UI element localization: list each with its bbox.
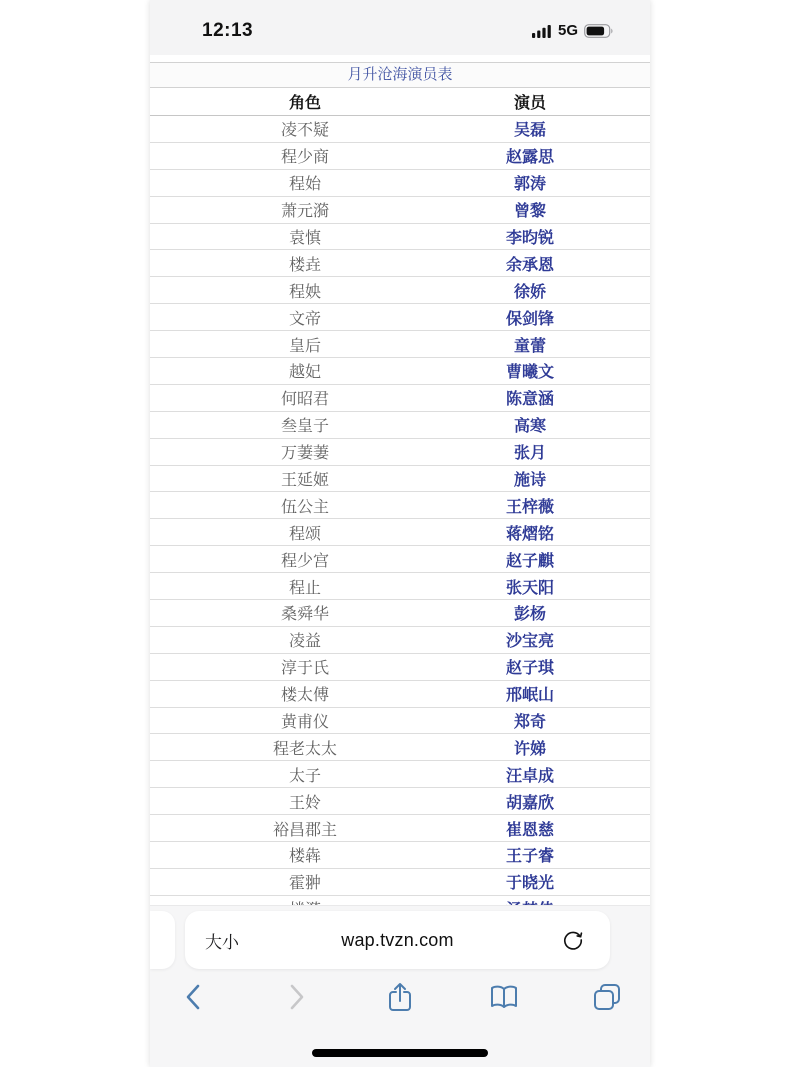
table-row — [150, 600, 650, 627]
status-bar — [150, 0, 650, 55]
clock: 12:13 — [202, 19, 254, 41]
role-column-header: 角色 — [288, 95, 321, 112]
adjacent-tab-fragment[interactable] — [150, 911, 175, 969]
actor-link[interactable]: 吴磊 — [513, 122, 546, 140]
table-row — [150, 143, 650, 170]
actor-link[interactable]: 赵子麒 — [505, 552, 554, 570]
table-row — [150, 224, 650, 251]
actor-link[interactable]: 张月 — [513, 445, 546, 463]
table-row — [150, 170, 650, 197]
actor-link[interactable]: 王梓薇 — [505, 498, 554, 516]
table-row — [150, 250, 650, 277]
role-cell: 霍翀 — [288, 875, 321, 893]
role-cell: 程颂 — [288, 525, 321, 543]
table-row — [150, 439, 650, 466]
actor-link[interactable]: 许娣 — [513, 740, 546, 758]
role-cell: 淳于氏 — [280, 660, 329, 678]
reload-icon[interactable] — [556, 923, 590, 957]
browser-bottom-bar — [150, 905, 650, 1067]
actor-link[interactable]: 郑奇 — [513, 714, 546, 732]
actor-link[interactable]: 于晓光 — [505, 875, 554, 893]
actor-link[interactable]: 童蕾 — [513, 337, 546, 355]
role-cell: 何昭君 — [280, 391, 329, 409]
actor-link[interactable]: 蒋熠铭 — [505, 525, 554, 543]
battery-icon — [584, 24, 614, 38]
role-cell: 楼垚 — [288, 256, 321, 274]
actor-link[interactable]: 王子睿 — [505, 848, 554, 866]
table-row — [150, 519, 650, 546]
role-cell: 桑舜华 — [280, 606, 329, 624]
role-cell: 万萋萋 — [280, 445, 329, 463]
table-row — [150, 734, 650, 761]
browser-toolbar — [150, 979, 650, 1015]
table-row — [150, 869, 650, 896]
role-cell: 王延姬 — [280, 472, 329, 490]
actor-link[interactable]: 沙宝亮 — [505, 633, 554, 651]
actor-column-header: 演员 — [513, 95, 546, 112]
signal-strength-icon — [532, 24, 552, 38]
actor-link[interactable]: 徐娇 — [513, 283, 546, 301]
role-cell: 王姈 — [288, 794, 321, 812]
table-row — [150, 412, 650, 439]
table-row — [150, 708, 650, 735]
role-cell: 叁皇子 — [280, 418, 329, 436]
actor-link[interactable]: 余承恩 — [505, 256, 554, 274]
table-row — [150, 815, 650, 842]
table-row — [150, 331, 650, 358]
table-row — [150, 466, 650, 493]
role-cell: 凌益 — [288, 633, 321, 651]
actor-link[interactable]: 彭杨 — [513, 606, 546, 624]
bookmarks-icon[interactable] — [487, 980, 521, 1014]
actor-link[interactable]: 张天阳 — [505, 579, 554, 597]
role-cell: 文帝 — [288, 310, 321, 328]
role-cell: 程姎 — [288, 283, 321, 301]
role-cell: 凌不疑 — [280, 122, 329, 140]
actor-link[interactable]: 曹曦文 — [505, 364, 554, 382]
table-row — [150, 654, 650, 681]
actor-link[interactable]: 施诗 — [513, 472, 546, 490]
tabs-icon[interactable] — [590, 980, 624, 1014]
table-row — [150, 358, 650, 385]
table-row — [150, 304, 650, 331]
network-type-label: 5G — [557, 22, 578, 39]
table-header-row — [150, 88, 650, 116]
status-icons — [532, 22, 614, 39]
actor-link[interactable]: 赵子琪 — [505, 660, 554, 678]
share-icon[interactable] — [383, 980, 417, 1014]
table-row — [150, 788, 650, 815]
role-cell: 伍公主 — [280, 498, 329, 516]
role-cell: 程少商 — [280, 149, 329, 167]
role-cell: 袁慎 — [288, 230, 321, 247]
actor-link[interactable]: 胡嘉欣 — [505, 794, 554, 812]
home-indicator[interactable] — [312, 1049, 488, 1057]
actor-link[interactable]: 高寒 — [513, 418, 546, 436]
page-title: 月升沧海演员表 — [150, 62, 650, 88]
forward-icon[interactable] — [280, 980, 314, 1014]
actor-link[interactable]: 李昀锐 — [505, 230, 554, 247]
actor-link[interactable]: 汪卓成 — [505, 767, 554, 785]
role-cell: 越妃 — [288, 364, 321, 382]
table-row — [150, 573, 650, 600]
table-row — [150, 761, 650, 788]
actor-link[interactable]: 崔恩慈 — [505, 821, 554, 839]
role-cell: 程止 — [288, 579, 321, 597]
actor-link[interactable]: 保剑锋 — [505, 310, 554, 328]
role-cell: 皇后 — [288, 337, 321, 355]
table-row — [150, 277, 650, 304]
role-cell: 萧元漪 — [280, 203, 329, 221]
role-cell: 程始 — [288, 176, 321, 194]
table-row — [150, 492, 650, 519]
table-row — [150, 385, 650, 412]
table-row — [150, 197, 650, 224]
table-row — [150, 627, 650, 654]
address-bar[interactable] — [185, 911, 610, 969]
role-cell: 楼犇 — [288, 848, 321, 866]
actor-link[interactable]: 陈意涵 — [505, 391, 554, 409]
role-cell: 裕昌郡主 — [272, 821, 337, 839]
cast-rows — [150, 116, 650, 923]
table-row — [150, 116, 650, 143]
text-size-button[interactable]: 大小 — [205, 932, 239, 952]
actor-link[interactable]: 曾黎 — [513, 203, 546, 221]
table-row — [150, 681, 650, 708]
role-cell: 太子 — [288, 767, 321, 785]
back-icon[interactable] — [176, 980, 210, 1014]
actor-link[interactable]: 赵露思 — [505, 149, 554, 167]
browser-window — [150, 0, 650, 1067]
role-cell: 楼太傅 — [280, 687, 329, 705]
table-row — [150, 842, 650, 869]
actor-link[interactable]: 邢岷山 — [505, 687, 554, 705]
role-cell: 程少宫 — [280, 552, 329, 570]
table-row — [150, 546, 650, 573]
url-text[interactable]: wap.tvzn.com — [341, 929, 454, 950]
actor-link[interactable]: 郭涛 — [513, 176, 546, 194]
role-cell: 黄甫仪 — [280, 714, 329, 732]
role-cell: 程老太太 — [272, 740, 337, 758]
